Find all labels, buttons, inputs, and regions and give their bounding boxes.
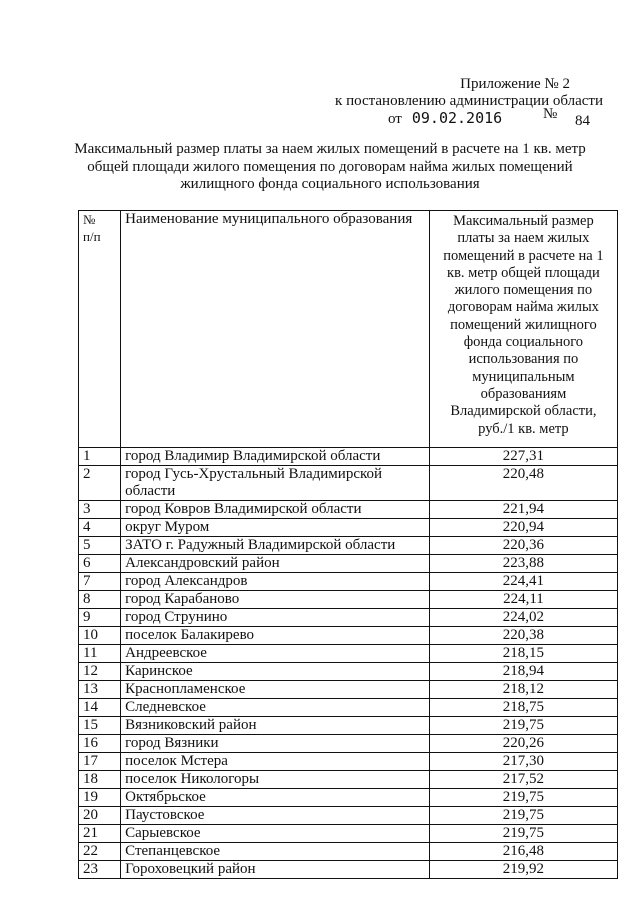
table-row [79,825,618,843]
row-value-cell: 220,94 [429,519,617,537]
row-value-cell: 218,12 [429,681,617,699]
row-name-cell: Краснопламенское [121,681,430,699]
header-name-cell: Наименование муниципального образования [121,211,430,448]
row-value-cell: 224,02 [429,609,617,627]
row-name-cell: поселок Балакирево [121,627,430,645]
resolution-reference: к постановлению администрации области [335,93,603,109]
table-row [79,555,618,573]
table-row [79,537,618,555]
row-value-cell: 224,11 [429,591,617,609]
row-value-cell: 217,30 [429,753,617,771]
table-row [79,663,618,681]
date-prefix: от [388,111,402,127]
title-line-2: общей площади жилого помещения по договорам найма жилых помещений [87,158,573,175]
table-row [79,448,618,466]
table-row [79,699,618,717]
document-date: 09.02.2016 [411,109,503,127]
table-row [79,807,618,825]
row-name-cell: Сарыевское [121,825,430,843]
row-number-cell: 15 [79,717,121,735]
title-line-1: Максимальный размер платы за наем жилых помещений в расчете на 1 кв. метр [74,141,586,157]
row-name-cell: Каринское [121,663,430,681]
table-row [79,861,618,879]
table-row [79,681,618,699]
header-number-abbrev: п/п [83,229,101,244]
row-number-cell: 6 [79,555,121,573]
row-name-cell: Гороховецкий район [121,861,430,879]
row-name-cell: Следневское [121,699,430,717]
row-value-cell: 218,94 [429,663,617,681]
row-value-cell: 218,75 [429,699,617,717]
row-number-cell: 4 [79,519,121,537]
table-row [79,519,618,537]
table-row [79,609,618,627]
row-number-cell: 19 [79,789,121,807]
row-number-cell: 18 [79,771,121,789]
row-number-cell: 23 [79,861,121,879]
table-row [79,627,618,645]
row-value-cell: 220,38 [429,627,617,645]
row-name-cell: город Гусь-Хрустальный Владимирской области [121,466,430,501]
row-number-cell: 10 [79,627,121,645]
table-row [79,771,618,789]
row-name-cell: поселок Мстера [121,753,430,771]
row-value-cell: 220,36 [429,537,617,555]
header-number-cell [79,211,121,448]
number-label: № [543,106,558,122]
table-row [79,735,618,753]
row-number-cell: 21 [79,825,121,843]
row-number-cell: 9 [79,609,121,627]
row-value-cell: 219,92 [429,861,617,879]
document-title [70,141,590,194]
row-name-cell: Степанцевское [121,843,430,861]
row-number-cell: 3 [79,501,121,519]
row-name-cell: город Карабаново [121,591,430,609]
table-row [79,591,618,609]
row-name-cell: Паустовское [121,807,430,825]
row-value-cell: 219,75 [429,789,617,807]
row-number-cell: 8 [79,591,121,609]
row-value-cell: 216,48 [429,843,617,861]
header-value-cell: Максимальный размер платы за наем жилых помещений в расчете на 1 кв. метр общей площади жилого помещения по договорам найма жилых помещений жилищного фонда социального использования по муниципальным образованиям Владимирской области, руб./1 кв. метр [429,211,617,448]
row-number-cell: 14 [79,699,121,717]
row-number-cell: 1 [79,448,121,466]
row-value-cell: 223,88 [429,555,617,573]
appendix-label: Приложение № 2 [460,76,570,92]
row-name-cell: город Струнино [121,609,430,627]
title-line-3: жилищного фонда социального использования [180,176,480,192]
row-value-cell: 220,26 [429,735,617,753]
table-row [79,573,618,591]
row-name-cell: ЗАТО г. Радужный Владимирской области [121,537,430,555]
row-value-cell: 219,75 [429,825,617,843]
row-value-cell: 219,75 [429,807,617,825]
row-number-cell: 17 [79,753,121,771]
row-number-cell: 22 [79,843,121,861]
row-number-cell: 11 [79,645,121,663]
table-row [79,843,618,861]
table-row [79,789,618,807]
row-number-cell: 7 [79,573,121,591]
header-number-sign: № [83,212,96,227]
row-name-cell: Александровский район [121,555,430,573]
row-number-cell: 12 [79,663,121,681]
row-name-cell: округ Муром [121,519,430,537]
row-name-cell: город Вязники [121,735,430,753]
date-line [388,106,590,129]
document-number: 84 [575,113,590,129]
rent-rate-table [78,210,618,879]
row-value-cell: 227,31 [429,448,617,466]
row-name-cell: поселок Никологоры [121,771,430,789]
table-row [79,717,618,735]
row-number-cell: 2 [79,466,121,501]
row-value-cell: 217,52 [429,771,617,789]
row-number-cell: 16 [79,735,121,753]
row-number-cell: 13 [79,681,121,699]
row-number-cell: 5 [79,537,121,555]
row-name-cell: Вязниковский район [121,717,430,735]
row-value-cell: 221,94 [429,501,617,519]
row-name-cell: Октябрьское [121,789,430,807]
row-number-cell: 20 [79,807,121,825]
row-name-cell: город Владимир Владимирской области [121,448,430,466]
row-value-cell: 224,41 [429,573,617,591]
row-name-cell: Андреевское [121,645,430,663]
row-value-cell: 218,15 [429,645,617,663]
table-row [79,466,618,501]
table-header-row [79,211,618,448]
row-name-cell: город Ковров Владимирской области [121,501,430,519]
row-value-cell: 219,75 [429,717,617,735]
table-row [79,753,618,771]
row-value-cell: 220,48 [429,466,617,501]
table-row [79,645,618,663]
row-name-cell: город Александров [121,573,430,591]
table-row [79,501,618,519]
